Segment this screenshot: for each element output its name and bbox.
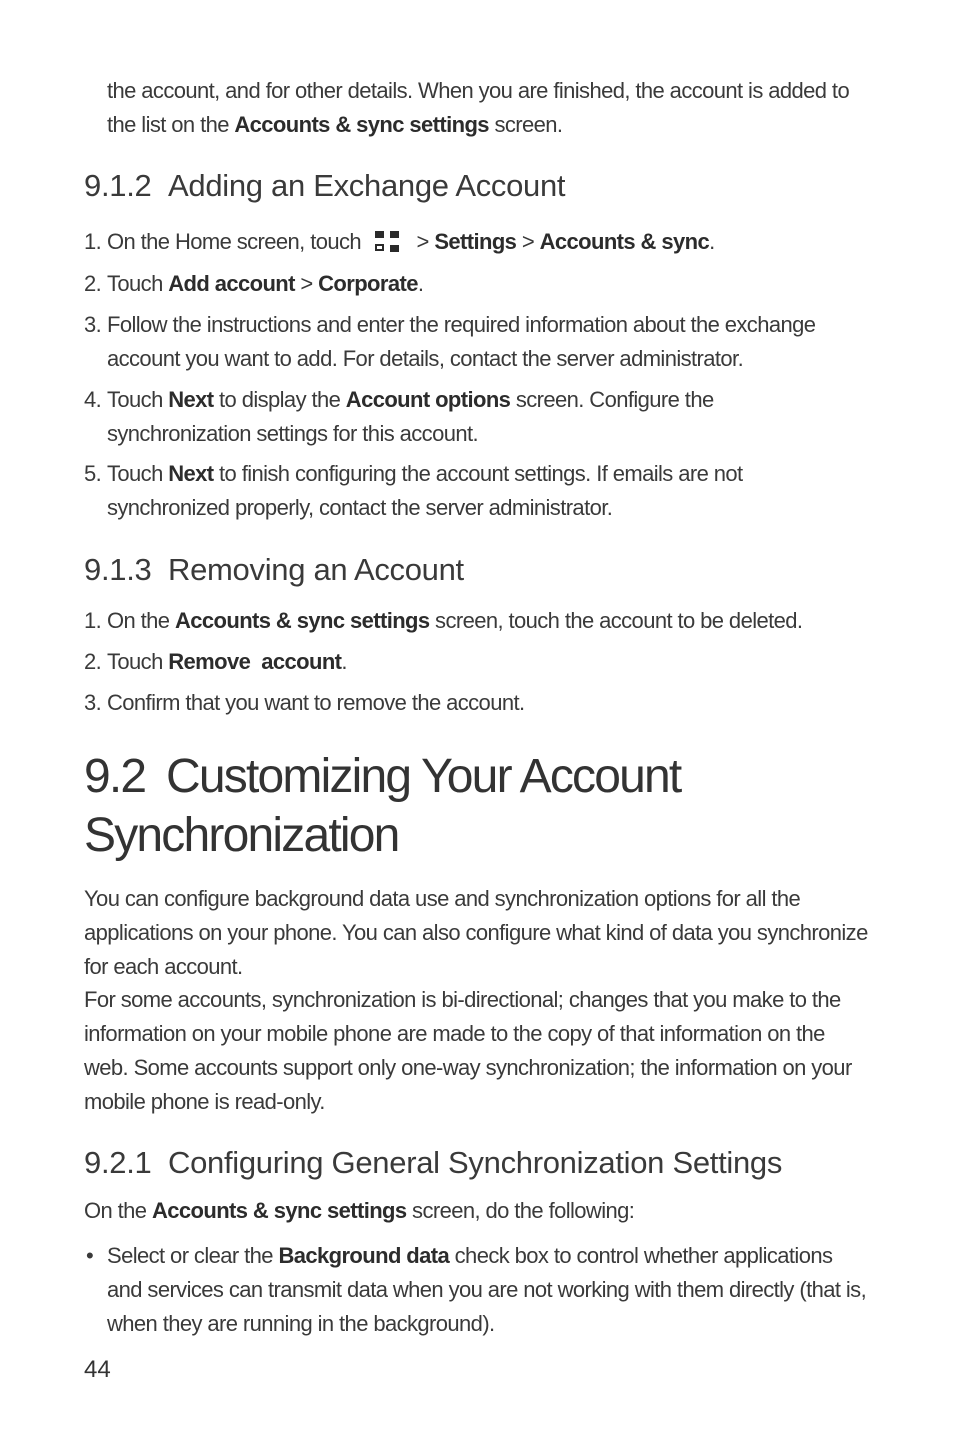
intro-line-1: the account, and for other details. When you are finished, the account is added to [107, 78, 850, 103]
step-9-1-2-2: 2. Touch Add account > Corporate. [84, 271, 424, 296]
chapter-heading-9-2-line-2: Synchronization [84, 809, 399, 862]
intro-line-2: the list on the Accounts & sync settings screen. [107, 112, 563, 137]
step-9-1-2-1: 1. On the Home screen, touch > Settings > Accounts & sync. [84, 229, 715, 254]
step-9-1-2-5: 5. Touch Next to finish configuring the account settings. If emails are not synchronized properly, contact the server administrator. [84, 461, 743, 520]
intro-paragraph [107, 74, 849, 142]
app-launcher-grid-icon [375, 231, 401, 253]
step-9-1-3-1: 1. On the Accounts & sync settings screen, touch the account to be deleted. [84, 608, 803, 633]
section-heading-9-1-3: 9.1.3 Removing an Account [84, 552, 464, 587]
section-heading-9-1-2: 9.1.2 Adding an Exchange Account [84, 168, 566, 203]
bullet-background-data: • Select or clear the Background data check box to control whether applications and services can transmit data when you are not working with them directly (that is, when they are running in the background). [84, 1239, 884, 1341]
page-number: 44 [84, 1356, 111, 1383]
step-9-1-3-2: 2. Touch Remove account. [84, 649, 347, 674]
lead-paragraph-9-2-1: On the Accounts & sync settings screen, do the following: [84, 1198, 635, 1223]
paragraph-background-data: You can configure background data use and synchronization options for all the applications on your phone. You can also configure what kind of data you synchronize for each account. [84, 886, 868, 979]
accounts-sync-settings-term: Accounts & sync settings [234, 112, 489, 137]
step-9-1-2-4: 4. Touch Next to display the Account options screen. Configure the synchronization settings for this account. [84, 387, 714, 446]
step-9-1-3-3: 3. Confirm that you want to remove the account. [84, 690, 525, 715]
step-9-1-2-3: 3. Follow the instructions and enter the required information about the exchange account you want to add. For details, contact the server administrator. [84, 312, 816, 371]
chapter-heading-9-2: 9.2 Customizing Your Account [84, 750, 681, 803]
section-heading-9-2-1: 9.2.1 Configuring General Synchronization Settings [84, 1145, 783, 1180]
bullet-marker: • [86, 1243, 94, 1268]
paragraph-bidirectional-sync: For some accounts, synchronization is bi-directional; changes that you make to the information on your mobile phone are made to the copy of that information on the web. Some accounts support only one-way synchronization; the information on your mobile phone is read-only. [84, 987, 852, 1114]
